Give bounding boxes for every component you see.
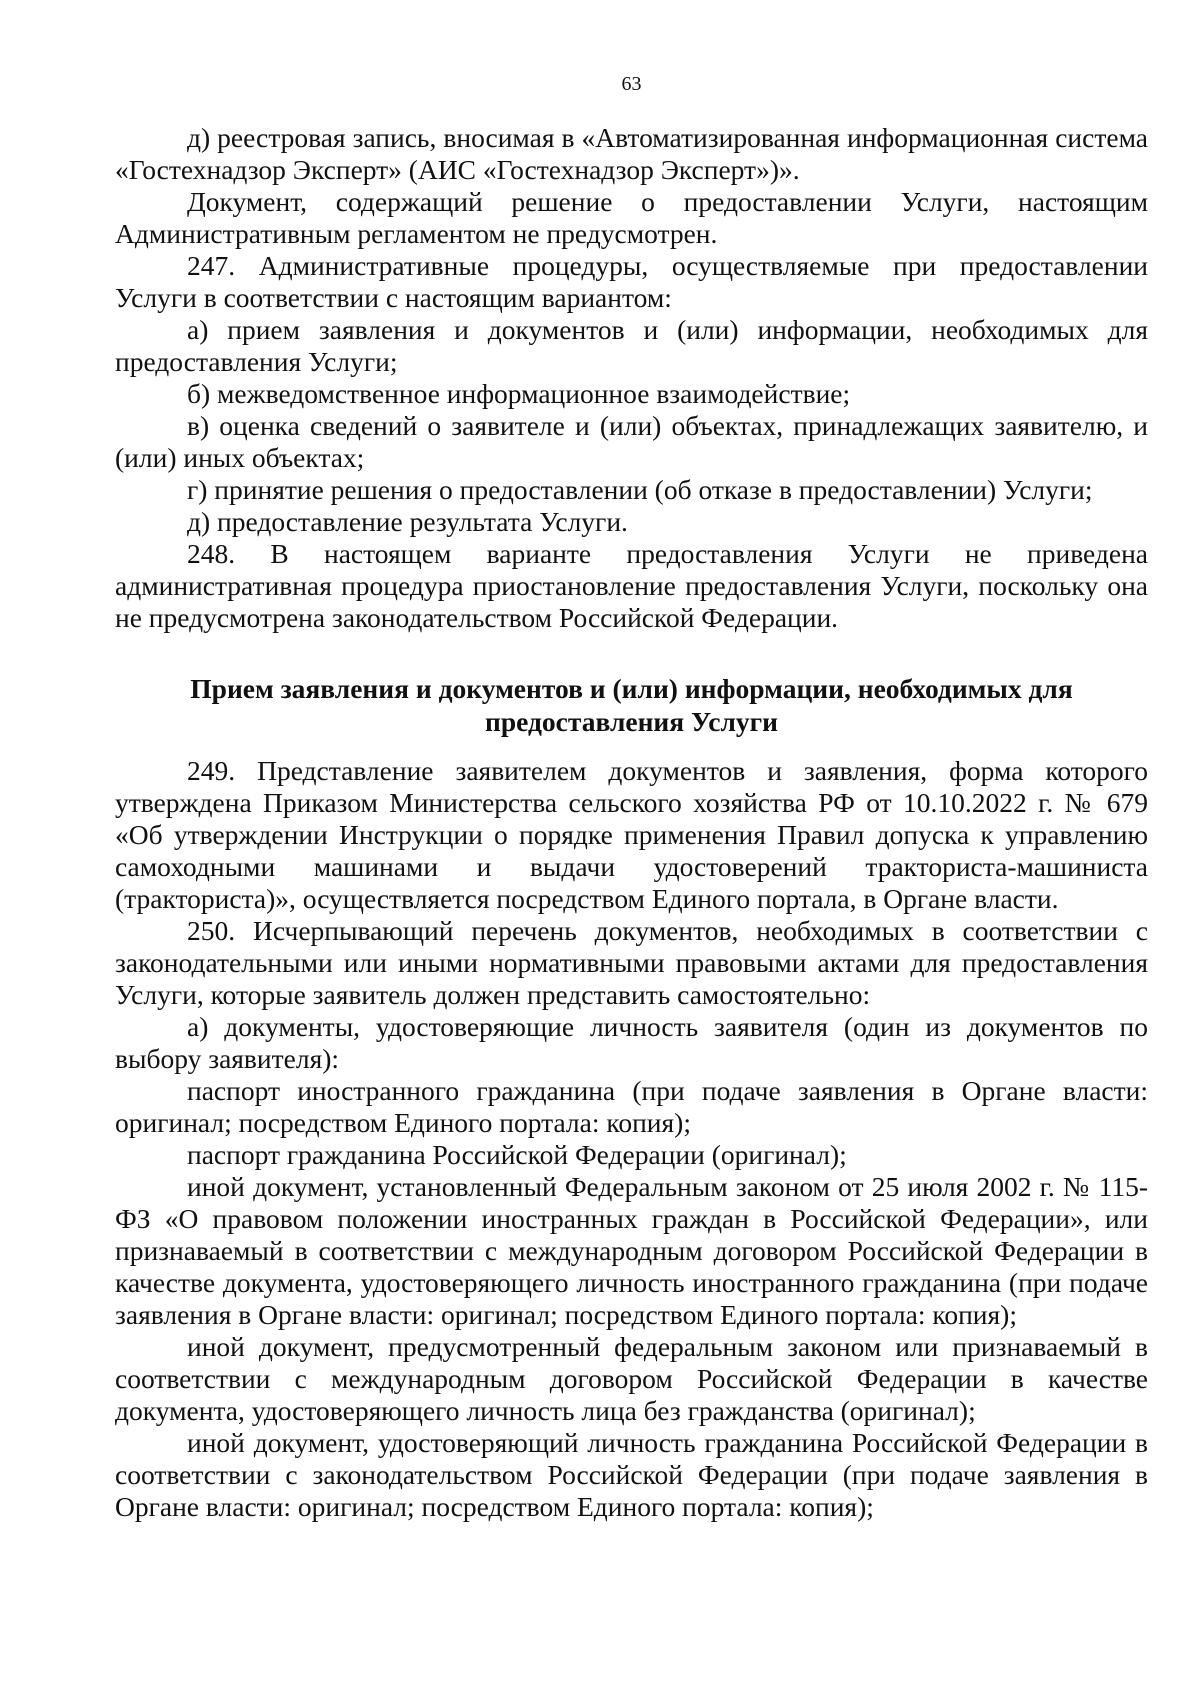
body-section-bottom [115,755,1148,1523]
paragraph: 250. Исчерпывающий перечень документов, необходимых в соответствии с законодательными или иными нормативными правовыми актами для предоставления Услуги, которые заявитель должен представить самостоятельно: [115,915,1148,1010]
page-number: 63 [621,73,642,95]
paragraph: б) межведомственное информационное взаимодействие; [187,378,851,409]
paragraph: д) предоставление результата Услуги. [187,506,628,537]
body-section-top [115,122,1148,634]
paragraph: в) оценка сведений о заявителе и (или) объектах, принадлежащих заявителю, и (или) иных объектах; [115,410,1148,473]
section-heading [115,672,1148,738]
paragraph: г) принятие решения о предоставлении (об отказе в предоставлении) Услуги; [187,474,1093,505]
paragraph: д) реестровая запись, вносимая в «Автоматизированная информационная система «Гостехнадзор Эксперт» (АИС «Гостехнадзор Эксперт»)». [115,122,1148,185]
paragraph: иной документ, предусмотренный федеральным законом или признаваемый в соответствии с международным договором Российской Федерации в качестве документа, удостоверяющего личность лица без гражданства (оригинал); [115,1331,1148,1426]
paragraph: 248. В настоящем варианте предоставления Услуги не приведена административная процедура приостановление предоставления Услуги, поскольку она не предусмотрена законодательством Российской Федерации. [115,538,1148,633]
paragraph: иной документ, установленный Федеральным законом от 25 июля 2002 г. № 115-ФЗ «О правовом положении иностранных граждан в Российской Федерации», или признаваемый в соответствии с международным договором Российской Федерации в качестве документа, удостоверяющего личность иностранного гражданина (при подаче заявления в Органе власти: оригинал; посредством Единого портала: копия); [115,1171,1148,1330]
paragraph: а) документы, удостоверяющие личность заявителя (один из документов по выбору заявителя): [115,1011,1148,1074]
paragraph: паспорт иностранного гражданина (при подаче заявления в Органе власти: оригинал; посредством Единого портала: копия); [115,1075,1148,1138]
paragraph: а) прием заявления и документов и (или) информации, необходимых для предоставления Услуги; [115,314,1148,377]
paragraph: 249. Представление заявителем документов и заявления, форма которого утверждена Приказом Министерства сельского хозяйства РФ от 10.10.2022 г. № 679 «Об утверждении Инструкции о порядке применения Правил допуска к управлению самоходными машинами и выдачи удостоверений тракториста-машиниста (тракториста)», осуществляется посредством Единого портала, в Органе власти. [115,755,1148,914]
paragraph: 247. Административные процедуры, осуществляемые при предоставлении Услуги в соответствии с настоящим вариантом: [115,250,1148,313]
section-heading-line: Прием заявления и документов и (или) информации, необходимых для [190,673,1073,704]
section-heading-line: предоставления Услуги [485,706,778,737]
paragraph: паспорт гражданина Российской Федерации (оригинал); [187,1139,847,1170]
paragraph: иной документ, удостоверяющий личность гражданина Российской Федерации в соответствии с законодательством Российской Федерации (при подаче заявления в Органе власти: оригинал; посредством Единого портала: копия); [115,1427,1148,1522]
paragraph: Документ, содержащий решение о предоставлении Услуги, настоящим Административным регламентом не предусмотрен. [115,186,1148,249]
